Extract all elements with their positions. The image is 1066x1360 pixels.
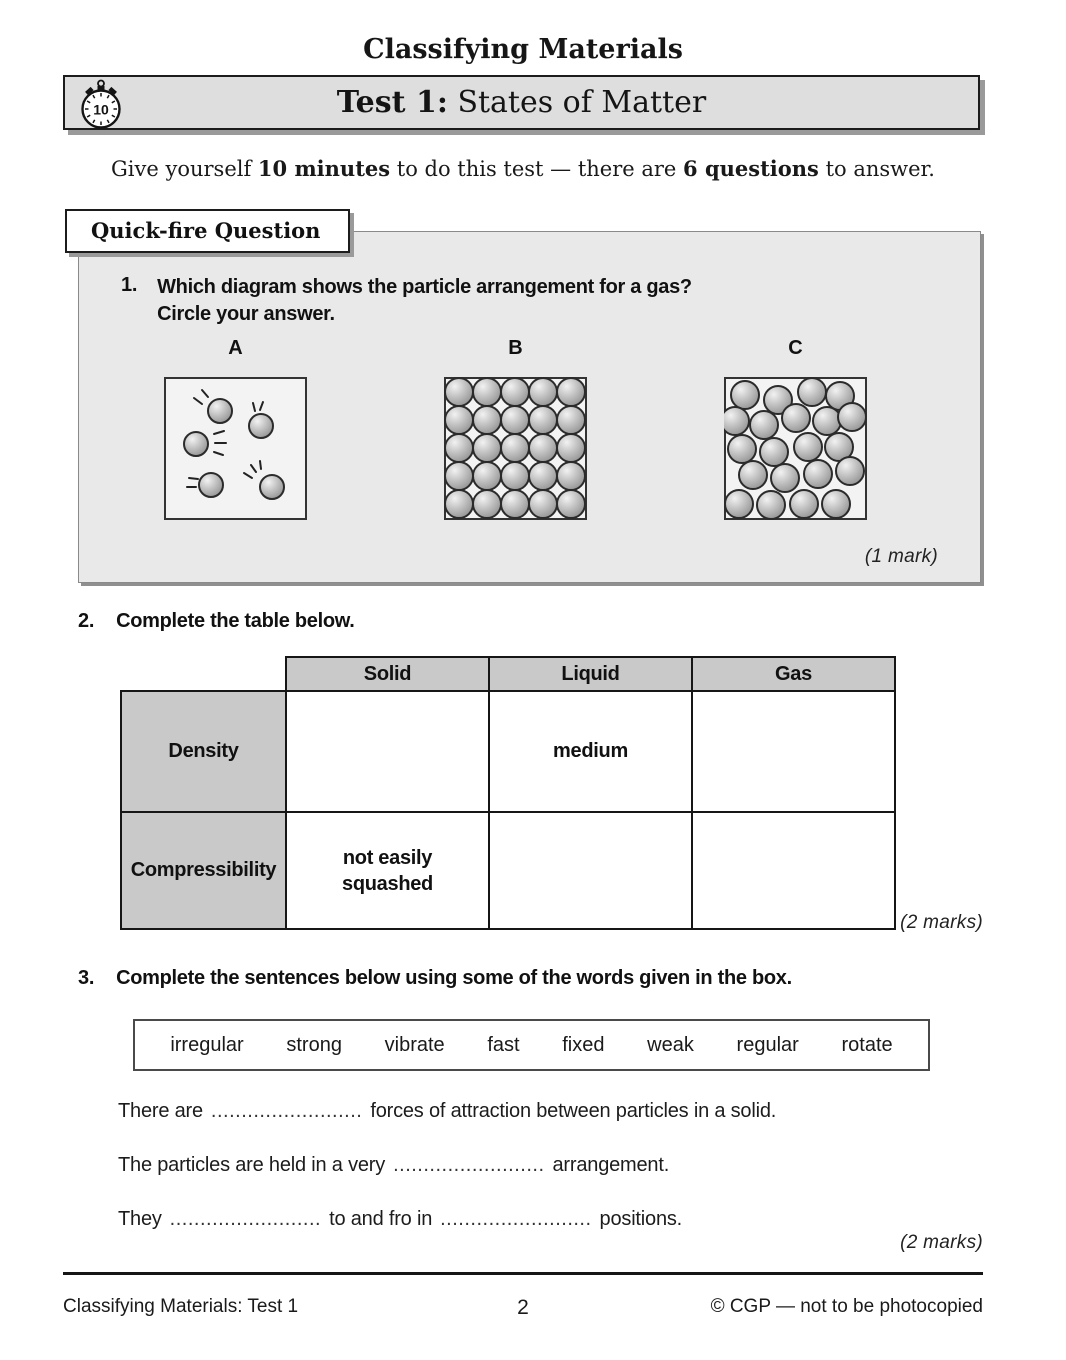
sentence-3-post: positions. [599,1208,683,1230]
instruction-minutes: 10 minutes [257,156,391,181]
answer-blank-1[interactable]: ......................... [210,1100,363,1122]
instruction-questions: 6 questions [683,156,819,181]
option-label-c: C [788,337,803,359]
answer-blank-2[interactable]: ......................... [393,1154,545,1176]
page-title: Classifying Materials [363,34,683,65]
table-header-liquid: Liquid [489,657,692,691]
question-1-number: 1. [121,274,138,296]
word-option: fast [487,1033,520,1056]
word-option: regular [736,1033,799,1056]
particle-diagram-b[interactable] [444,377,587,520]
table-header-gas: Gas [692,657,895,691]
table-cell-compressibility-liquid[interactable] [489,812,692,929]
table-cell-density-gas[interactable] [692,691,895,812]
table-row [121,691,895,812]
footer-page-number: 2 [517,1296,529,1319]
sentence-3-pre: They [118,1208,162,1230]
test-number: Test 1: [336,85,448,120]
word-option: irregular [170,1033,244,1056]
test-instruction [63,156,983,181]
word-option: fixed [562,1033,605,1056]
footer-divider [63,1272,983,1275]
sentence-2-pre: The particles are held in a very [118,1154,386,1176]
sentence-3-mid: to and fro in [329,1208,433,1230]
table-cell-density-liquid: medium [489,691,692,812]
word-option: rotate [841,1033,893,1056]
question-2-number: 2. [78,610,95,632]
sentence-3 [118,1208,938,1231]
question-2 [78,610,355,633]
sentence-1-pre: There are [118,1100,203,1122]
question-3-marks: (2 marks) [900,1232,983,1253]
table-row [121,812,895,929]
answer-blank-3[interactable]: ......................... [169,1208,322,1230]
footer-section-title: Classifying Materials: Test 1 [63,1296,299,1317]
table-cell-compressibility-solid [286,812,489,929]
table-header-solid: Solid [286,657,489,691]
particle-diagram-c[interactable] [724,377,867,520]
footer-copyright: © CGP — not to be photocopied [710,1296,983,1317]
sentence-1-post: forces of attraction between particles in a solid. [370,1100,777,1122]
question-3-number: 3. [78,967,95,989]
table-row-label-density: Density [121,691,286,812]
option-label-b: B [508,337,523,359]
table-corner-cell [121,657,286,691]
question-2-text: Complete the table below. [116,610,355,632]
particle-diagram-a[interactable] [164,377,307,520]
question-1-line2: Circle your answer. [157,303,335,325]
question-1 [121,274,692,328]
word-box [133,1019,930,1071]
sentence-1 [118,1100,938,1123]
table-row-label-compressibility: Compressibility [121,812,286,929]
stopwatch-minutes: 10 [93,101,109,118]
question-2-marks: (2 marks) [900,912,983,933]
question-1-text [157,274,692,328]
question-1-line1: Which diagram shows the particle arrangement for a gas? [157,276,692,298]
test-title-banner [63,75,980,130]
word-option: weak [647,1033,694,1056]
table-cell-density-solid[interactable] [286,691,489,812]
question-1-marks: (1 mark) [864,546,938,567]
instruction-text: to do this test — there are [390,157,684,181]
states-table [120,656,896,930]
table-cell-compressibility-gas[interactable] [692,812,895,929]
answer-blank-4[interactable]: ......................... [440,1208,592,1230]
question-3-text: Complete the sentences below using some of the words given in the box. [116,967,792,989]
question-3 [78,967,792,990]
quickfire-label: Quick-fire Question [65,209,350,253]
instruction-text: to answer. [818,157,935,181]
quickfire-panel [78,231,981,583]
word-option: vibrate [384,1033,445,1056]
test-name: States of Matter [447,85,707,120]
option-label-a: A [228,337,243,359]
sentence-2-post: arrangement. [552,1154,670,1176]
word-option: strong [286,1033,342,1056]
test-title [65,77,978,128]
instruction-text: Give yourself [111,157,258,181]
table-cell-text: not easily squashed [342,846,433,895]
sentence-2 [118,1154,938,1177]
